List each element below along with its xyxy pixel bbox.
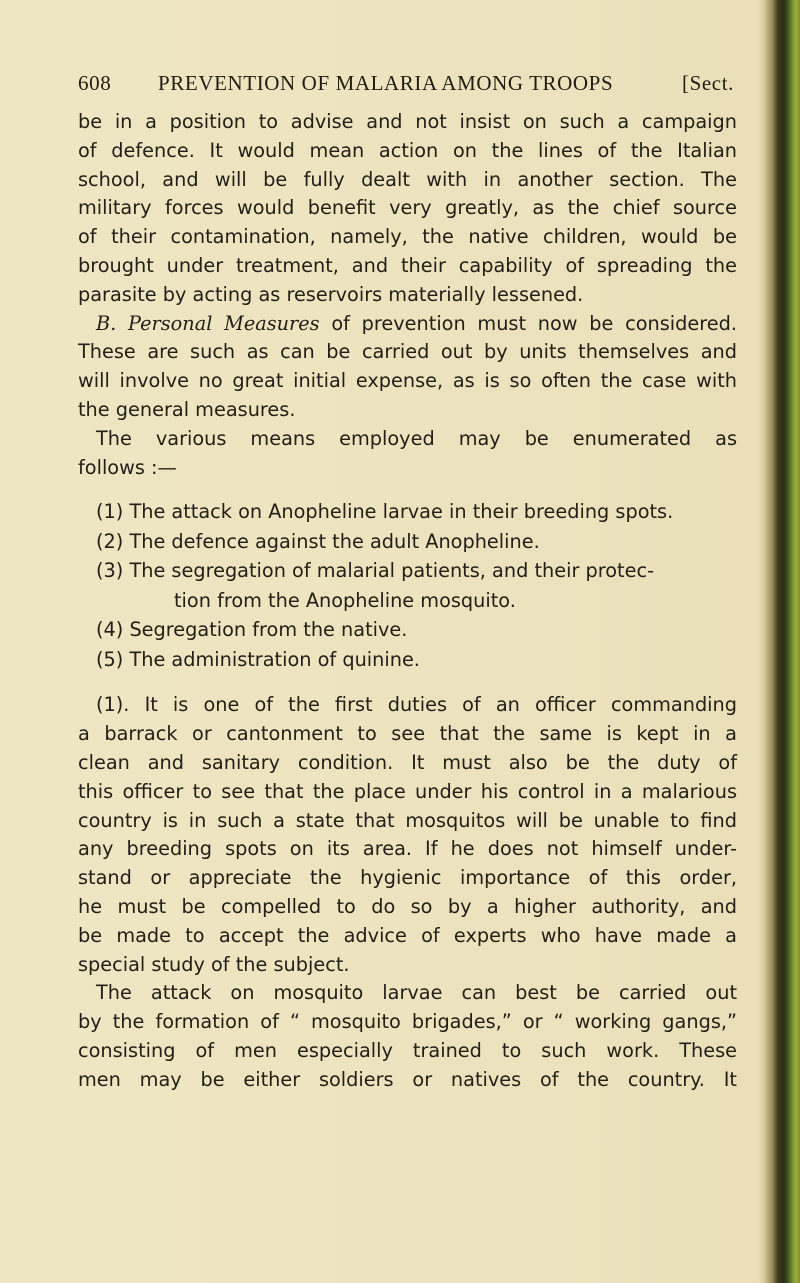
text-line: The various means employed may be enumerated as	[96, 426, 737, 450]
text-line: country is in such a state that mosquitos will be unable to find	[78, 808, 737, 832]
text-line: brought under treatment, and their capability of spreading the	[78, 253, 737, 277]
text-line: a barrack or cantonment to see that the same is kept in a	[78, 722, 737, 746]
list-item: (2) The defence against the adult Anopheline.	[96, 529, 540, 553]
running-head	[78, 71, 734, 101]
list-item: (1) The attack on Anopheline larvae in their breeding spots.	[96, 500, 674, 524]
spacer	[78, 482, 737, 498]
text-line: men may be either soldiers or natives of the country. It	[78, 1067, 737, 1091]
text-line: parasite by acting as reservoirs materially lessened.	[78, 282, 584, 306]
book-spine-edge	[758, 0, 800, 1283]
list-item: (3) The segregation of malarial patients, and their protec-	[96, 559, 655, 583]
text-line: (1). It is one of the first duties of an officer commanding	[96, 693, 737, 717]
text-line: he must be compelled to do so by a higher authority, and	[78, 894, 737, 918]
text-line: These are such as can be carried out by units themselves and	[78, 340, 737, 364]
list-item-continuation: tion from the Anopheline mosquito.	[174, 588, 516, 612]
text-line: military forces would benefit very greatly, as the chief source	[78, 196, 737, 220]
list-item: (4) Segregation from the native.	[96, 618, 408, 642]
text-line	[78, 310, 737, 339]
text-span: of prevention must now be considered.	[319, 311, 738, 335]
text-line: school, and will be fully dealt with in another section. The	[78, 167, 737, 191]
running-title: PREVENTION OF MALARIA AMONG TROOPS	[158, 71, 614, 95]
text-line: be in a position to advise and not insist on such a campaign	[78, 110, 737, 133]
list-item: (5) The administration of quinine.	[96, 647, 420, 671]
text-line: of their contamination, namely, the native children, would be	[78, 225, 737, 249]
spacer	[78, 675, 737, 691]
text-line: stand or appreciate the hygienic importance of this order,	[78, 866, 737, 890]
section-heading-italic: B. Personal Measures	[96, 311, 320, 335]
text-line: follows :—	[78, 455, 177, 479]
text-line: by the formation of “ mosquito brigades,” or “ working gangs,”	[78, 1010, 737, 1034]
body-text	[78, 108, 737, 1095]
text-line: consisting of men especially trained to such work. These	[78, 1038, 737, 1062]
text-line: will involve no great initial expense, as is so often the case with	[78, 369, 737, 393]
text-line: clean and sanitary condition. It must also be the duty of	[78, 750, 737, 774]
text-line: be made to accept the advice of experts who have made a	[78, 923, 737, 947]
section-marker: [Sect.	[682, 71, 734, 95]
page-number: 608	[78, 71, 112, 95]
text-line: special study of the subject.	[78, 952, 350, 976]
text-line: The attack on mosquito larvae can best be carried out	[96, 981, 737, 1005]
text-line: this officer to see that the place under his control in a malarious	[78, 779, 737, 803]
text-line: any breeding spots on its area. If he does not himself under-	[78, 837, 737, 861]
text-line: the general measures.	[78, 397, 296, 421]
text-line: of defence. It would mean action on the lines of the Italian	[78, 138, 737, 162]
